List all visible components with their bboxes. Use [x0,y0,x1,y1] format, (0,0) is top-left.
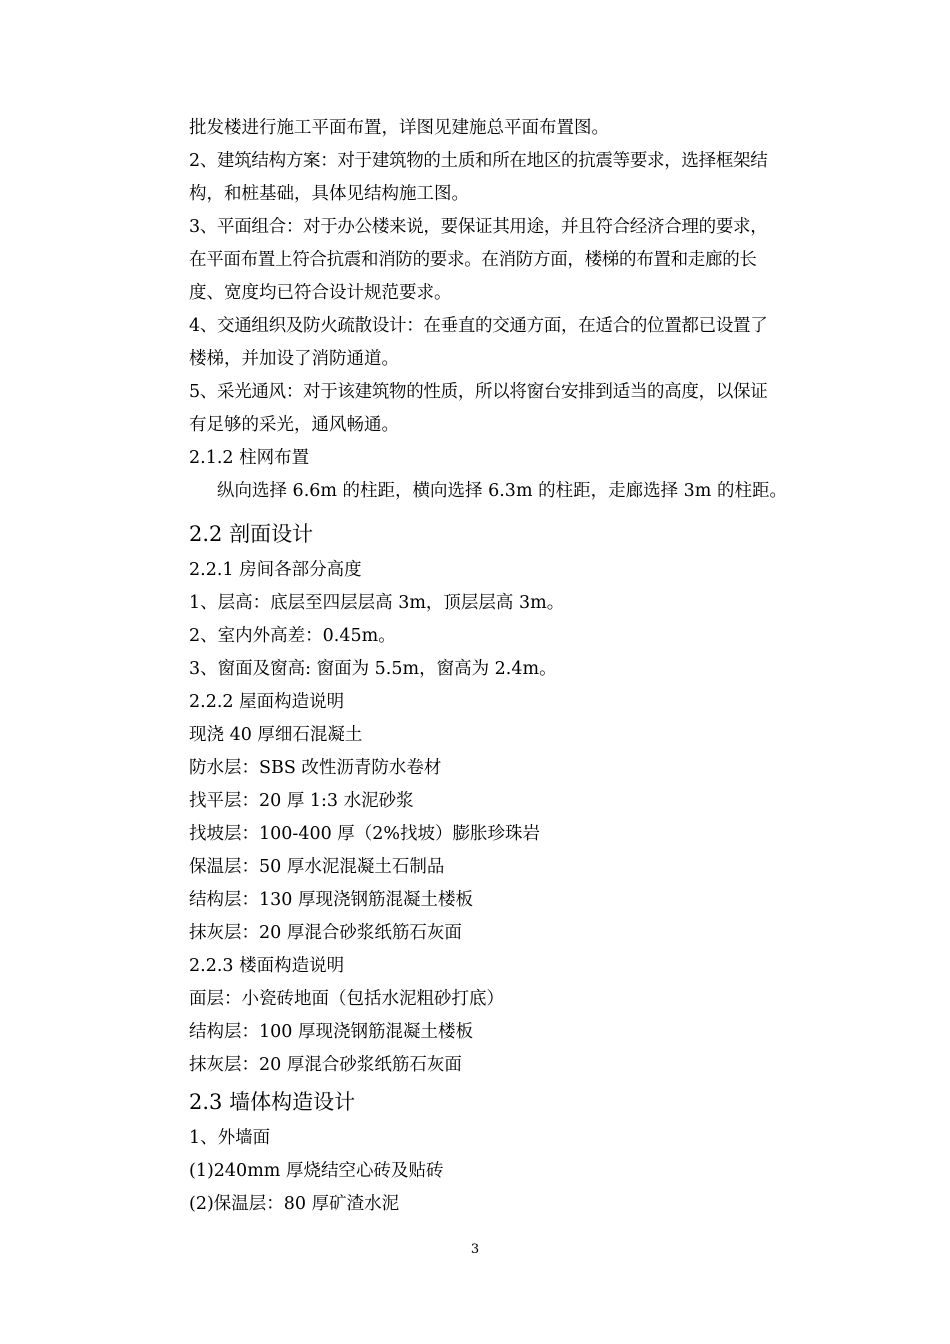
section-heading: 2.3 墙体构造设计 [189,1090,356,1114]
list-item: 2、室内外高差：0.45m。 [189,626,396,646]
subsection-title: 2.2.1 房间各部分高度 [189,560,362,580]
list-item: 3、窗面及窗高: 窗面为 5.5m，窗高为 2.4m。 [189,659,557,679]
page-body [189,112,809,1221]
paragraph-line: 4、交通组织及防火疏散设计：在垂直的交通方面，在适合的位置都已设置了 [189,316,768,336]
list-item: 1、层高：底层至四层层高 3m，顶层层高 3m。 [189,593,565,613]
section-heading: 2.2 剖面设计 [189,522,314,546]
list-item: (2)保温层：80 厚矿渣水泥 [189,1194,400,1214]
list-item: 面层：小瓷砖地面（包括水泥粗砂打底） [189,989,504,1009]
list-item: 现浇 40 厚细石混凝土 [189,725,363,745]
paragraph-line: 纵向选择 6.6m 的柱距，横向选择 6.3m 的柱距，走廊选择 3m 的柱距。 [217,481,787,501]
paragraph-line: 批发楼进行施工平面布置，详图见建施总平面布置图。 [189,118,609,138]
list-item: (1)240mm 厚烧结空心砖及贴砖 [189,1161,444,1181]
paragraph-line: 5、采光通风：对于该建筑物的性质，所以将窗台安排到适当的高度，以保证 [189,382,768,402]
paragraph-line: 楼梯，并加设了消防通道。 [189,349,399,369]
paragraph-line: 度、宽度均已符合设计规范要求。 [189,283,452,303]
paragraph-line: 构，和桩基础，具体见结构施工图。 [189,184,469,204]
subsection-title: 2.2.3 楼面构造说明 [189,956,345,976]
page-number: 3 [470,1242,480,1257]
paragraph-line: 有足够的采光，通风畅通。 [189,415,399,435]
subsection-title: 2.1.2 柱网布置 [189,448,310,468]
list-item: 结构层：100 厚现浇钢筋混凝土楼板 [189,1022,473,1042]
subsection-title: 2.2.2 屋面构造说明 [189,692,345,712]
list-item: 抹灰层：20 厚混合砂浆纸筋石灰面 [189,1055,462,1075]
paragraph-line: 在平面布置上符合抗震和消防的要求。在消防方面，楼梯的布置和走廊的长 [189,250,757,270]
list-item: 抹灰层：20 厚混合砂浆纸筋石灰面 [189,923,462,943]
paragraph-line: 3、平面组合：对于办公楼来说，要保证其用途，并且符合经济合理的要求， [189,217,768,237]
paragraph-line: 2、建筑结构方案：对于建筑物的土质和所在地区的抗震等要求，选择框架结 [189,151,768,171]
list-item: 保温层：50 厚水泥混凝土石制品 [189,857,445,877]
list-item: 找平层：20 厚 1:3 水泥砂浆 [189,791,414,811]
list-item: 结构层：130 厚现浇钢筋混凝土楼板 [189,890,473,910]
list-item: 1、外墙面 [189,1128,271,1148]
list-item: 防水层：SBS 改性沥青防水卷材 [189,758,442,778]
list-item: 找坡层：100-400 厚（2%找坡）膨胀珍珠岩 [189,824,541,844]
